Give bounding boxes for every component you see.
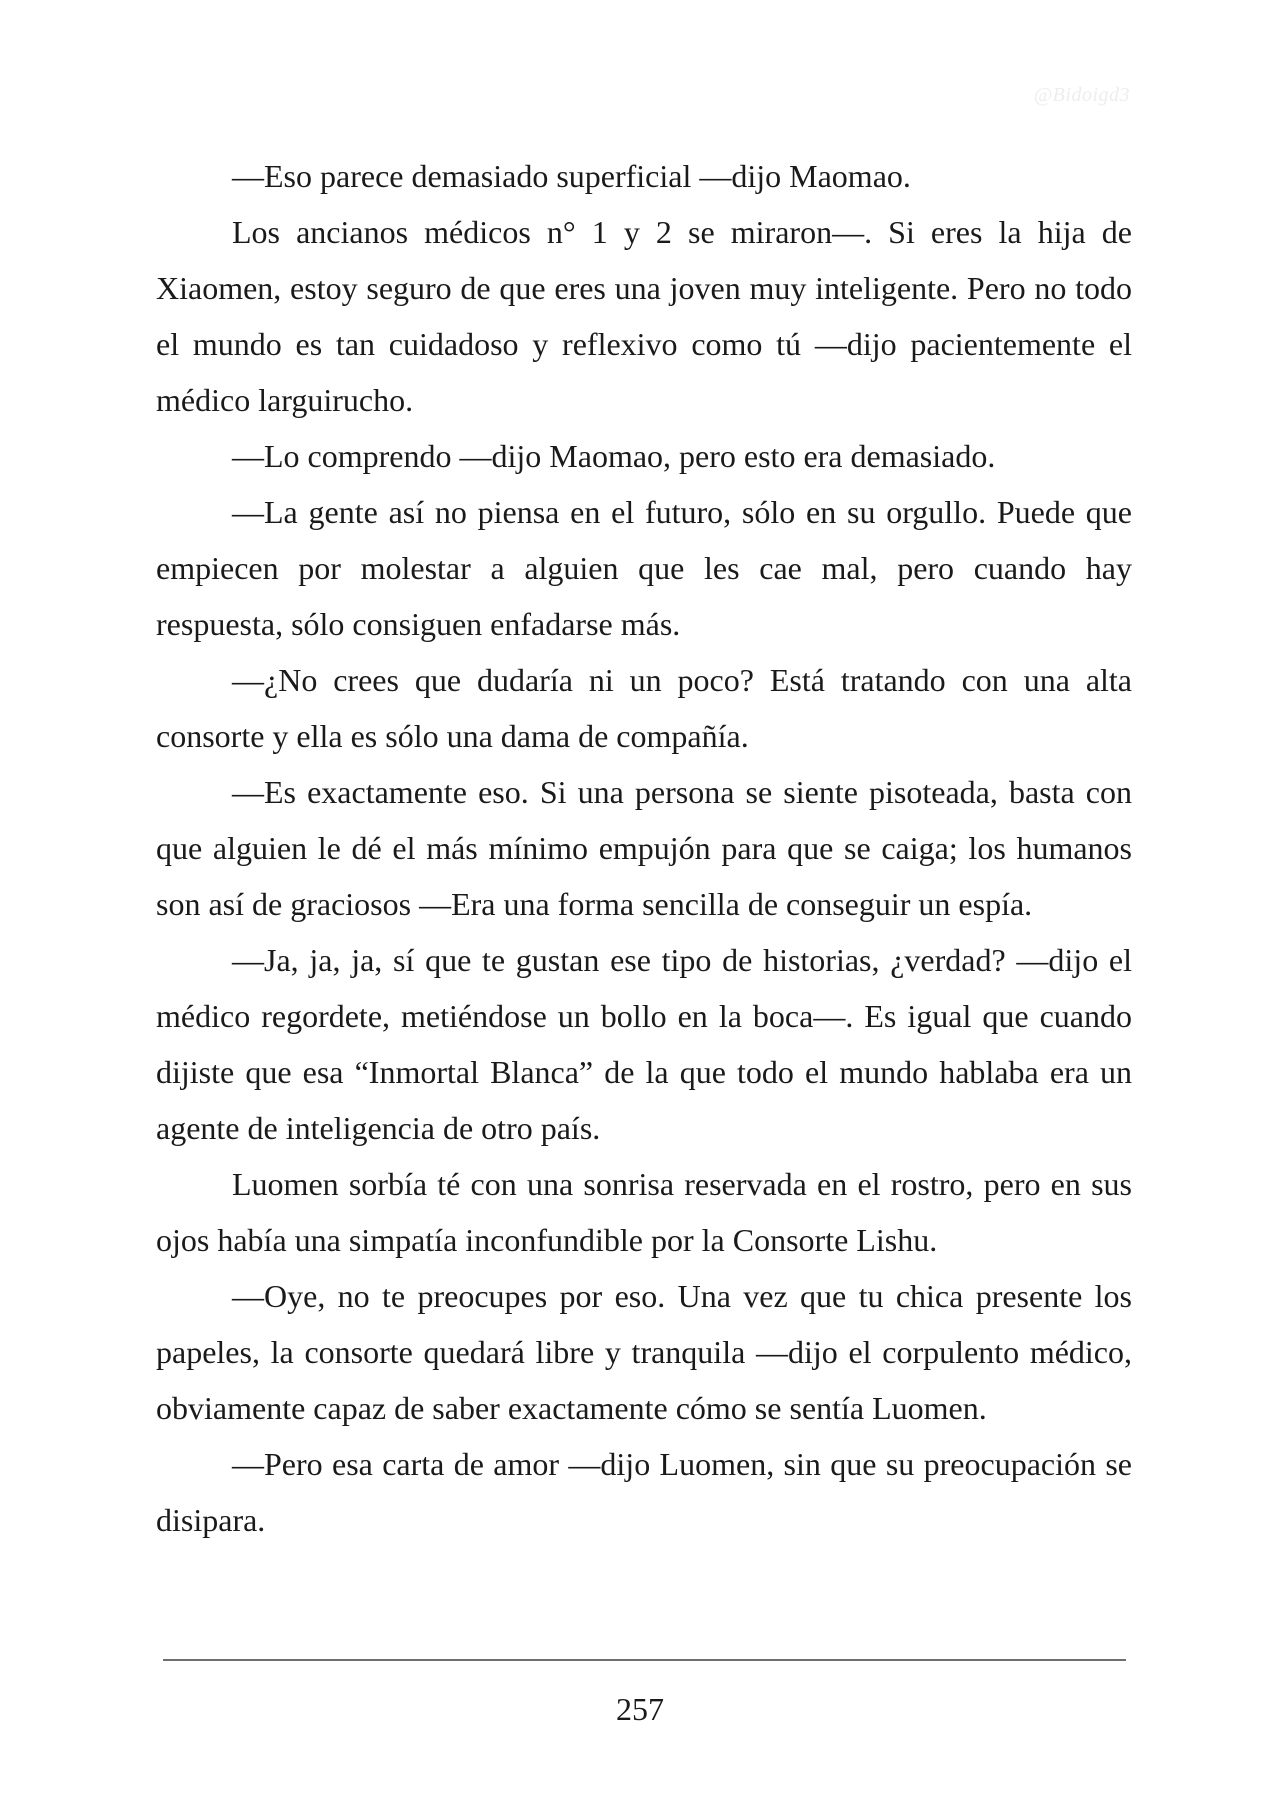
footer-rule <box>163 1659 1126 1661</box>
paragraph: —Eso parece demasiado superficial —dijo Maomao. <box>232 158 911 194</box>
body-text <box>156 148 1132 1548</box>
paragraph: Los ancianos médicos n° 1 y 2 se miraron—. Si eres la hija de Xiaomen, estoy seguro de que eres una joven muy inteligente. Pero no todo el mundo es tan cuidadoso y reflexivo como tú —dijo pacientemente el médico larguirucho. <box>156 214 1132 418</box>
paragraph: —Ja, ja, ja, sí que te gustan ese tipo de historias, ¿verdad? —dijo el médico regordete, metiéndose un bollo en la boca—. Es igual que cuando dijiste que esa “Inmortal Blanca” de la que todo el mundo hablaba era un agente de inteligencia de otro país. <box>156 942 1132 1146</box>
paragraph: —Lo comprendo —dijo Maomao, pero esto era demasiado. <box>232 438 996 474</box>
watermark: @Bidoigd3 <box>1033 84 1130 106</box>
paragraph: —¿No crees que dudaría ni un poco? Está tratando con una alta consorte y ella es sólo una dama de compañía. <box>156 662 1132 754</box>
paragraph: Luomen sorbía té con una sonrisa reservada en el rostro, pero en sus ojos había una simpatía inconfundible por la Consorte Lishu. <box>156 1166 1132 1258</box>
page-number: 257 <box>616 1691 664 1727</box>
paragraph: —Oye, no te preocupes por eso. Una vez que tu chica presente los papeles, la consorte quedará libre y tranquila —dijo el corpulento médico, obviamente capaz de saber exactamente cómo se sentía Luomen. <box>156 1278 1132 1426</box>
paragraph: —La gente así no piensa en el futuro, sólo en su orgullo. Puede que empiecen por molestar a alguien que les cae mal, pero cuando hay respuesta, sólo consiguen enfadarse más. <box>156 494 1132 642</box>
paragraph: —Pero esa carta de amor —dijo Luomen, sin que su preocupación se disipara. <box>156 1446 1132 1538</box>
paragraph: —Es exactamente eso. Si una persona se siente pisoteada, basta con que alguien le dé el más mínimo empujón para que se caiga; los humanos son así de graciosos —Era una forma sencilla de conseguir un espía. <box>156 774 1132 922</box>
